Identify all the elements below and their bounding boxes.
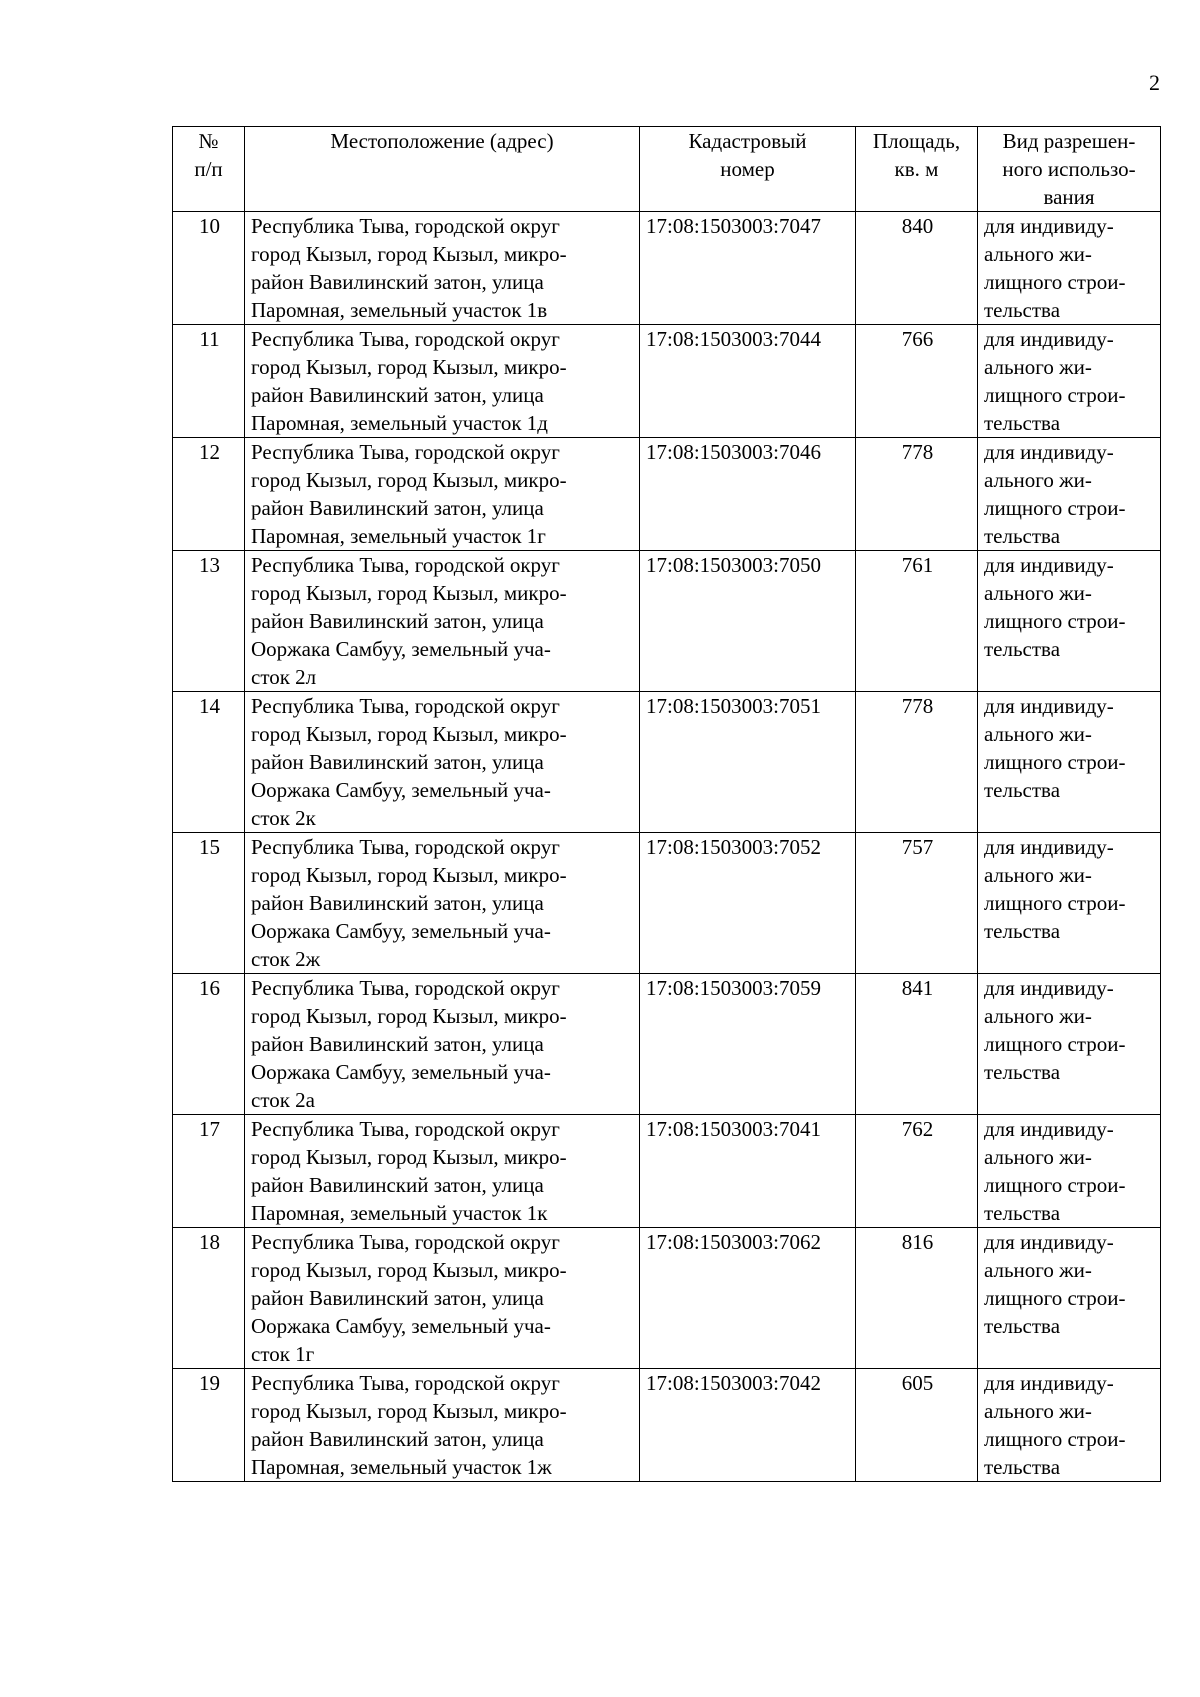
cell-cadastral-number: 17:08:1503003:7062 <box>640 1228 856 1369</box>
address-line: район Вавилинский затон, улица <box>251 496 544 520</box>
cell-area: 605 <box>856 1369 978 1482</box>
cell-address <box>245 1369 640 1482</box>
use-line: для индивиду- <box>984 440 1114 464</box>
address-line: Ооржака Самбуу, земельный уча- <box>251 1060 551 1084</box>
header-num-line: п/п <box>194 157 223 181</box>
cell-num: 11 <box>173 325 245 438</box>
use-line: ального жи- <box>984 722 1092 746</box>
use-line: ального жи- <box>984 1004 1092 1028</box>
use-line: ального жи- <box>984 1145 1092 1169</box>
header-use-line: ного использо- <box>1002 157 1136 181</box>
address-line: город Кызыл, город Кызыл, микро- <box>251 722 567 746</box>
cell-cadastral-number: 17:08:1503003:7046 <box>640 438 856 551</box>
cell-address <box>245 438 640 551</box>
cell-permitted-use <box>978 1228 1161 1369</box>
address-line: район Вавилинский затон, улица <box>251 891 544 915</box>
use-line: для индивиду- <box>984 327 1114 351</box>
cell-num: 14 <box>173 692 245 833</box>
cell-address <box>245 833 640 974</box>
cell-area: 766 <box>856 325 978 438</box>
use-line: лищного строи- <box>984 1173 1126 1197</box>
address-line: Республика Тыва, городской округ <box>251 1230 560 1254</box>
cell-permitted-use <box>978 325 1161 438</box>
cell-cadastral-number: 17:08:1503003:7041 <box>640 1115 856 1228</box>
cell-permitted-use <box>978 1115 1161 1228</box>
address-line: сток 2к <box>251 806 316 830</box>
use-line: для индивиду- <box>984 1117 1114 1141</box>
use-line: для индивиду- <box>984 694 1114 718</box>
cell-permitted-use <box>978 438 1161 551</box>
use-line: тельства <box>984 524 1061 548</box>
cell-num: 12 <box>173 438 245 551</box>
table-row <box>173 551 1161 692</box>
use-line: для индивиду- <box>984 835 1114 859</box>
address-line: Республика Тыва, городской округ <box>251 976 560 1000</box>
use-line: тельства <box>984 1201 1061 1225</box>
address-line: город Кызыл, город Кызыл, микро- <box>251 355 567 379</box>
cell-permitted-use <box>978 974 1161 1115</box>
cell-num: 19 <box>173 1369 245 1482</box>
table-row <box>173 1115 1161 1228</box>
header-cadastral-line: Кадастровый <box>688 129 807 153</box>
use-line: ального жи- <box>984 581 1092 605</box>
cell-cadastral-number: 17:08:1503003:7044 <box>640 325 856 438</box>
address-line: Паромная, земельный участок 1г <box>251 524 546 548</box>
cell-address <box>245 551 640 692</box>
address-line: Паромная, земельный участок 1к <box>251 1201 548 1225</box>
land-plots-table <box>172 126 1161 1482</box>
cell-permitted-use <box>978 692 1161 833</box>
cell-num: 15 <box>173 833 245 974</box>
address-line: Паромная, земельный участок 1ж <box>251 1455 552 1479</box>
cell-address <box>245 325 640 438</box>
cell-num: 13 <box>173 551 245 692</box>
use-line: ального жи- <box>984 863 1092 887</box>
use-line: лищного строи- <box>984 609 1126 633</box>
page-number: 2 <box>1149 70 1160 95</box>
table-row <box>173 438 1161 551</box>
address-line: район Вавилинский затон, улица <box>251 750 544 774</box>
table-row <box>173 1369 1161 1482</box>
address-line: Республика Тыва, городской округ <box>251 327 560 351</box>
address-line: город Кызыл, город Кызыл, микро- <box>251 468 567 492</box>
use-line: тельства <box>984 637 1061 661</box>
cell-area: 757 <box>856 833 978 974</box>
address-line: Республика Тыва, городской округ <box>251 835 560 859</box>
address-line: Ооржака Самбуу, земельный уча- <box>251 1314 551 1338</box>
use-line: для индивиду- <box>984 214 1114 238</box>
address-line: сток 2ж <box>251 947 321 971</box>
use-line: лищного строи- <box>984 383 1126 407</box>
address-line: Республика Тыва, городской округ <box>251 553 560 577</box>
table-row <box>173 325 1161 438</box>
address-line: Паромная, земельный участок 1д <box>251 411 548 435</box>
address-line: Республика Тыва, городской округ <box>251 694 560 718</box>
use-line: лищного строи- <box>984 891 1126 915</box>
use-line: тельства <box>984 1314 1061 1338</box>
cell-address <box>245 974 640 1115</box>
cell-area: 841 <box>856 974 978 1115</box>
address-line: сток 1г <box>251 1342 315 1366</box>
table-row <box>173 974 1161 1115</box>
cell-num: 16 <box>173 974 245 1115</box>
cell-area: 761 <box>856 551 978 692</box>
address-line: Ооржака Самбуу, земельный уча- <box>251 778 551 802</box>
address-line: район Вавилинский затон, улица <box>251 383 544 407</box>
address-line: район Вавилинский затон, улица <box>251 1173 544 1197</box>
address-line: район Вавилинский затон, улица <box>251 1032 544 1056</box>
header-use <box>978 127 1161 212</box>
header-use-line: Вид разрешен- <box>1002 129 1136 153</box>
use-line: для индивиду- <box>984 1371 1114 1395</box>
cell-area: 762 <box>856 1115 978 1228</box>
use-line: для индивиду- <box>984 553 1114 577</box>
use-line: лищного строи- <box>984 496 1126 520</box>
cell-area: 816 <box>856 1228 978 1369</box>
address-line: Республика Тыва, городской округ <box>251 440 560 464</box>
address-line: город Кызыл, город Кызыл, микро- <box>251 1004 567 1028</box>
use-line: тельства <box>984 919 1061 943</box>
header-area-line: Площадь, <box>872 129 961 153</box>
use-line: лищного строи- <box>984 1032 1126 1056</box>
cell-cadastral-number: 17:08:1503003:7059 <box>640 974 856 1115</box>
cell-area: 840 <box>856 212 978 325</box>
cell-area: 778 <box>856 438 978 551</box>
use-line: ального жи- <box>984 468 1092 492</box>
address-line: район Вавилинский затон, улица <box>251 609 544 633</box>
header-cadastral-line: номер <box>720 157 775 181</box>
use-line: тельства <box>984 411 1061 435</box>
header-address-line: Местоположение (адрес) <box>330 129 554 153</box>
cell-num: 10 <box>173 212 245 325</box>
use-line: тельства <box>984 778 1061 802</box>
use-line: ального жи- <box>984 242 1092 266</box>
address-line: Республика Тыва, городской округ <box>251 214 560 238</box>
address-line: город Кызыл, город Кызыл, микро- <box>251 1399 567 1423</box>
cell-num: 17 <box>173 1115 245 1228</box>
address-line: район Вавилинский затон, улица <box>251 1286 544 1310</box>
address-line: Республика Тыва, городской округ <box>251 1371 560 1395</box>
header-area <box>856 127 978 212</box>
cell-address <box>245 1228 640 1369</box>
use-line: лищного строи- <box>984 1427 1126 1451</box>
cell-permitted-use <box>978 1369 1161 1482</box>
cell-cadastral-number: 17:08:1503003:7052 <box>640 833 856 974</box>
use-line: лищного строи- <box>984 750 1126 774</box>
cell-area: 778 <box>856 692 978 833</box>
cell-cadastral-number: 17:08:1503003:7042 <box>640 1369 856 1482</box>
use-line: ального жи- <box>984 1399 1092 1423</box>
address-line: район Вавилинский затон, улица <box>251 1427 544 1451</box>
use-line: для индивиду- <box>984 1230 1114 1254</box>
use-line: тельства <box>984 1060 1061 1084</box>
use-line: ального жи- <box>984 1258 1092 1282</box>
address-line: сток 2л <box>251 665 317 689</box>
header-row <box>173 127 1161 212</box>
header-address <box>245 127 640 212</box>
header-cadastral <box>640 127 856 212</box>
cell-address <box>245 692 640 833</box>
use-line: тельства <box>984 1455 1061 1479</box>
cell-address <box>245 1115 640 1228</box>
table-row <box>173 212 1161 325</box>
cell-address <box>245 212 640 325</box>
address-line: сток 2а <box>251 1088 315 1112</box>
use-line: для индивиду- <box>984 976 1114 1000</box>
header-area-line: кв. м <box>894 157 939 181</box>
address-line: Ооржака Самбуу, земельный уча- <box>251 919 551 943</box>
address-line: Ооржака Самбуу, земельный уча- <box>251 637 551 661</box>
use-line: ального жи- <box>984 355 1092 379</box>
address-line: Паромная, земельный участок 1в <box>251 298 548 322</box>
cell-cadastral-number: 17:08:1503003:7050 <box>640 551 856 692</box>
table-row <box>173 692 1161 833</box>
use-line: лищного строи- <box>984 1286 1126 1310</box>
table-body <box>173 212 1161 1482</box>
header-num <box>173 127 245 212</box>
address-line: Республика Тыва, городской округ <box>251 1117 560 1141</box>
table-row <box>173 833 1161 974</box>
header-use-line: вания <box>1043 185 1095 209</box>
use-line: тельства <box>984 298 1061 322</box>
address-line: город Кызыл, город Кызыл, микро- <box>251 581 567 605</box>
use-line: лищного строи- <box>984 270 1126 294</box>
cell-permitted-use <box>978 212 1161 325</box>
table-row <box>173 1228 1161 1369</box>
address-line: город Кызыл, город Кызыл, микро- <box>251 242 567 266</box>
cell-permitted-use <box>978 551 1161 692</box>
address-line: город Кызыл, город Кызыл, микро- <box>251 863 567 887</box>
cell-cadastral-number: 17:08:1503003:7047 <box>640 212 856 325</box>
cell-num: 18 <box>173 1228 245 1369</box>
cell-permitted-use <box>978 833 1161 974</box>
table-header <box>173 127 1161 212</box>
address-line: город Кызыл, город Кызыл, микро- <box>251 1258 567 1282</box>
header-num-line: № <box>198 129 219 153</box>
cell-cadastral-number: 17:08:1503003:7051 <box>640 692 856 833</box>
address-line: район Вавилинский затон, улица <box>251 270 544 294</box>
address-line: город Кызыл, город Кызыл, микро- <box>251 1145 567 1169</box>
